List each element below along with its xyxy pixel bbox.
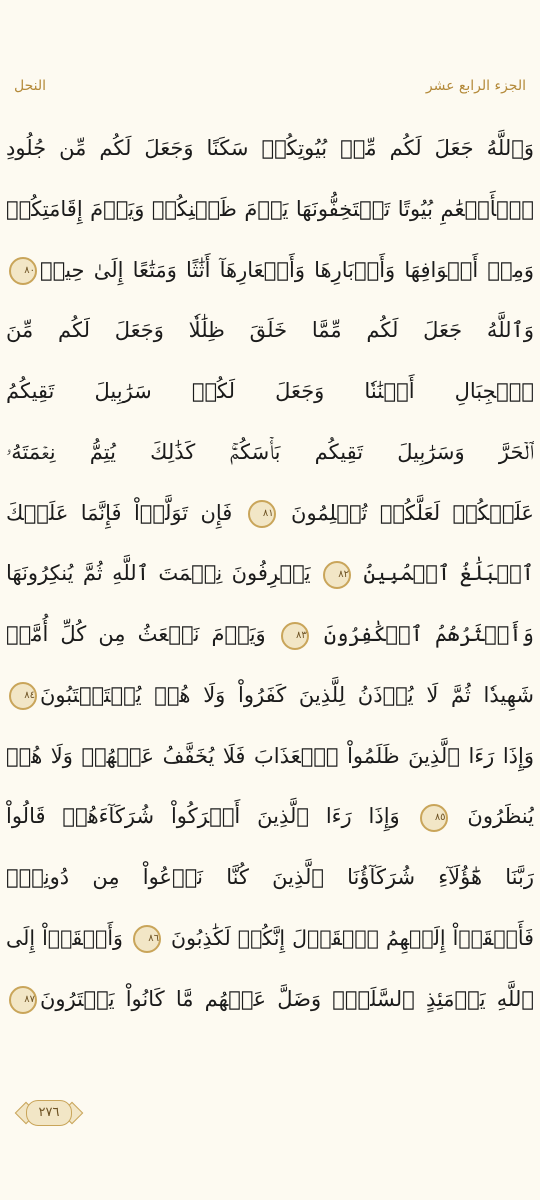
verse-text: ٱللَّهِ يَوۡمَئِذٍ ٱلسَّلَمَۖ وَضَلَّ عَنۡهُم مَّا كَانُواْ يَفۡتَرُونَ — [40, 986, 534, 1011]
ayah-number-marker[interactable]: ٨٤ — [9, 682, 37, 710]
verse-text: وَٱللَّهُ جَعَلَ لَكُم مِّنۢ بُيُوتِكُمۡ سَكَنًا وَجَعَلَ لَكُم مِّن جُلُودِ — [6, 136, 534, 160]
verse-line-15 — [6, 969, 534, 1030]
verse-line-11 — [6, 726, 534, 787]
verse-text: فَأَلۡقَوۡاْ إِلَيۡهِمُ ٱلۡقَوۡلَ إِنَّكُمۡ لَكَٰذِبُونَ — [171, 925, 534, 950]
verse-text: ٱلۡجِبَالِ أَكۡنَٰنٗا وَجَعَلَ لَكُمۡ سَرَٰبِيلَ تَقِيكُمُ — [6, 379, 534, 403]
verse-text: يَعۡرِفُونَ نِعۡمَتَ ٱللَّهِ ثُمَّ يُنكِرُونَهَا — [6, 561, 311, 586]
verse-line-9 — [6, 604, 534, 665]
ayah-number-marker[interactable]: ٨٦ — [133, 925, 161, 953]
verse-text: وَأَلۡقَوۡاْ إِلَى — [6, 925, 123, 950]
verse-line-6 — [6, 422, 534, 483]
juz-label: الجزء الرابع عشر — [425, 78, 526, 94]
verse-text: وَأَكۡثَرُهُمُ ٱلۡكَٰفِرُونَ — [323, 622, 534, 646]
verse-text: شَهِيدٗا ثُمَّ لَا يُؤۡذَنُ لِلَّذِينَ كَفَرُواْ وَلَا هُمۡ يُسۡتَعۡتَبُونَ — [40, 682, 534, 707]
verse-line-4 — [6, 300, 534, 361]
verse-line-8 — [6, 543, 534, 604]
verse-text: وَٱللَّهُ جَعَلَ لَكُم مِّمَّا خَلَقَ ظِلَٰلٗا وَجَعَلَ لَكُم مِّنَ — [6, 318, 534, 343]
verse-line-3 — [6, 240, 534, 301]
verse-text: وَمِنۡ أَصۡوَافِهَا وَأَوۡبَارِهَا وَأَشۡعَارِهَآ أَثَٰثًا وَمَتَٰعًا إِلَىٰ حِينٖ — [40, 257, 534, 282]
verse-text: ٱلۡحَرَّ وَسَرَٰبِيلَ تَقِيكُم بَأۡسَكُمۡۚ كَذَٰلِكَ يُتِمُّ نِعۡمَتَهُۥ — [6, 439, 534, 464]
verse-line-14 — [6, 908, 534, 969]
ayah-number-marker[interactable]: ٨٠ — [9, 257, 37, 285]
verse-line-10 — [6, 665, 534, 726]
page-footer — [14, 1097, 84, 1127]
verse-line-13 — [6, 847, 534, 908]
page-number: ٢٧٦ — [26, 1100, 72, 1126]
verse-text: ٱلۡأَنۡعَٰمِ بُيُوتًا تَسۡتَخِفُّونَهَا يَوۡمَ ظَعۡنِكُمۡ وَيَوۡمَ إِقَامَتِكُمۡ — [6, 196, 534, 221]
verse-text: رَبَّنَا هَٰٓؤُلَآءِ شُرَكَآؤُنَا ٱلَّذِينَ كُنَّا نَدۡعُواْ مِن دُونِكَۖ — [6, 865, 534, 889]
verse-line-7 — [6, 483, 534, 544]
verse-line-1 — [6, 118, 534, 179]
verse-line-5 — [6, 361, 534, 422]
ayah-number-marker[interactable]: ٨١ — [248, 500, 276, 528]
verse-line-2 — [6, 179, 534, 240]
verse-text: وَيَوۡمَ نَبۡعَثُ مِن كُلِّ أُمَّةٖ — [6, 622, 266, 646]
mushaf-page — [6, 118, 534, 1090]
ayah-number-marker[interactable]: ٨٣ — [281, 622, 309, 650]
verse-text: فَإِن تَوَلَّوۡاْ فَإِنَّمَا عَلَيۡكَ — [6, 500, 233, 525]
ayah-number-marker[interactable]: ٨٥ — [420, 804, 448, 832]
verse-text: ٱلۡبَلَٰغُ ٱلۡمُبِينُ — [363, 561, 534, 586]
ayah-number-marker[interactable]: ٨٧ — [9, 986, 37, 1014]
verse-text: وَإِذَا رَءَا ٱلَّذِينَ ظَلَمُواْ ٱلۡعَذَابَ فَلَا يُخَفَّفُ عَنۡهُمۡ وَلَا هُمۡ — [6, 743, 534, 768]
verse-text: يُنظَرُونَ — [467, 804, 534, 829]
ayah-number-marker[interactable]: ٨٢ — [323, 561, 351, 589]
verse-line-12 — [6, 786, 534, 847]
page-header — [14, 72, 526, 100]
verse-text: عَلَيۡكُمۡ لَعَلَّكُمۡ تُسۡلِمُونَ — [291, 500, 534, 525]
surah-name: النحل — [14, 78, 47, 94]
verse-text: وَإِذَا رَءَا ٱلَّذِينَ أَشۡرَكُواْ شُرَكَآءَهُمۡ قَالُواْ — [6, 804, 400, 829]
